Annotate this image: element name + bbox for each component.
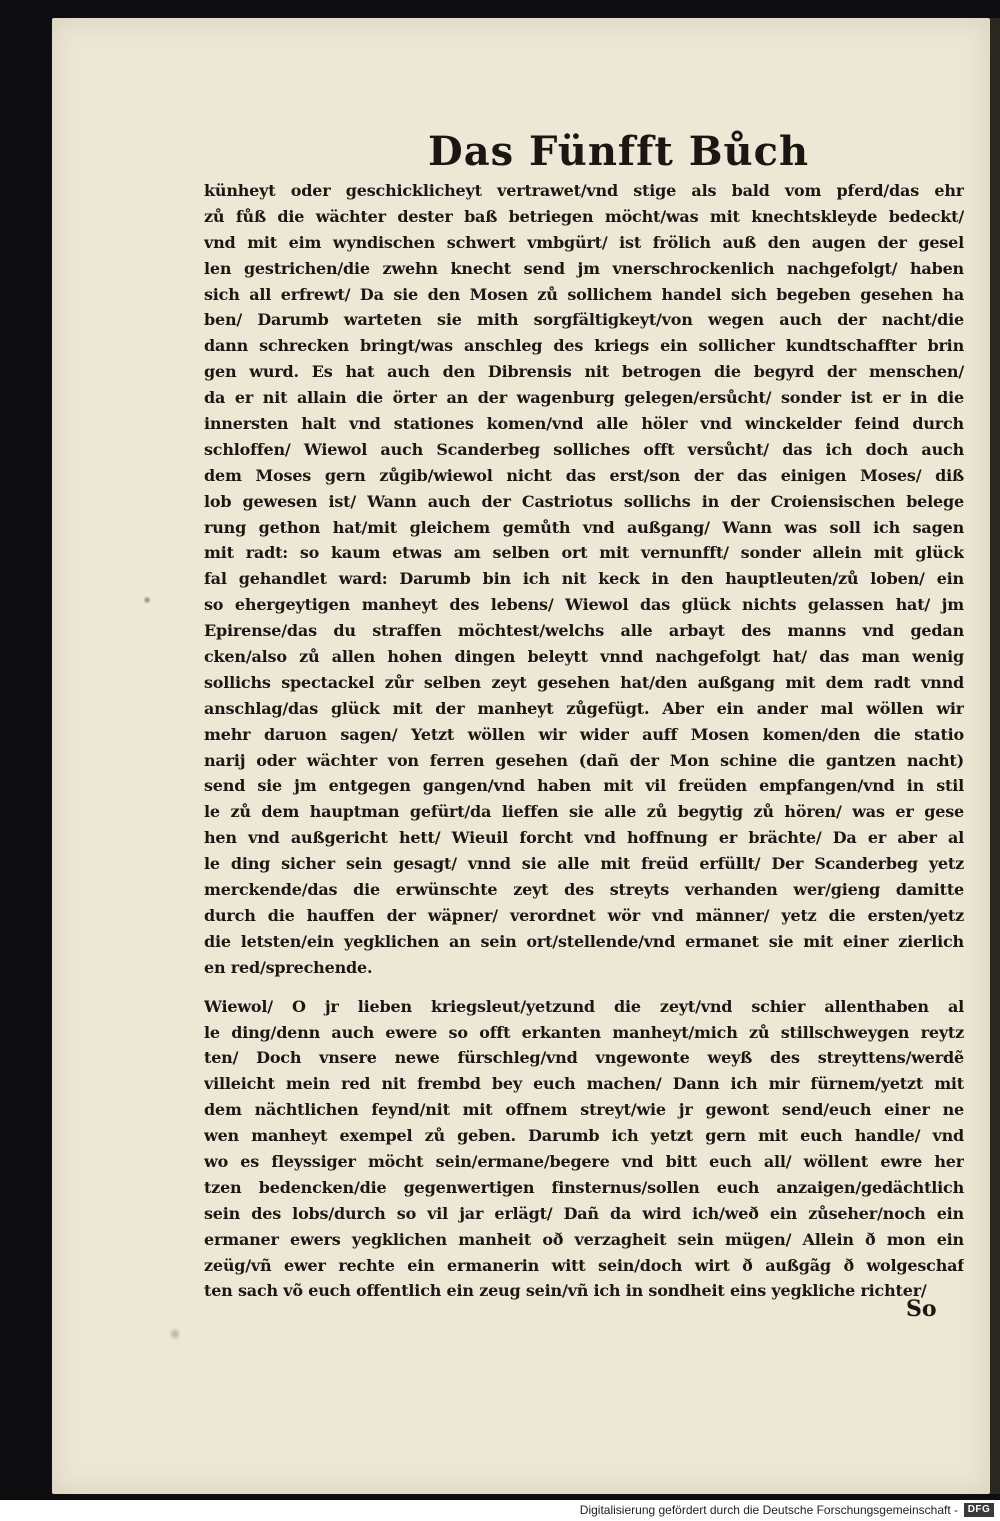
text-line: sollichs spectackel zůr selben zeyt gesehen hat/den außgang mit dem radt vnnd [204,672,964,692]
running-head-title: Das Fünfft Bůch [428,128,810,175]
main-text-block [204,178,964,1304]
text-line: ten sach võ euch offentlich ein zeug sein/vñ ich in sondheit eins yegkliche richter/ [204,1281,927,1301]
text-line: durch die hauffen der wäpner/ verordnet wör vnd männer/ yetz die ersten/yetz [204,905,964,925]
text-line: Wiewol/ O jr lieben kriegsleut/yetzund die zeyt/vnd schier allenthaben al [204,996,964,1016]
text-line: le ding/denn auch ewere so offt erkanten manheyt/mich zů stillschweygen reytz [204,1022,964,1042]
text-line: lob gewesen ist/ Wann auch der Castriotus sollichs in der Croiensischen belege [204,491,964,511]
text-line: cken/also zů allen hohen dingen beleytt vnnd nachgefolgt hat/ das man wenig [204,647,964,667]
text-line: narij oder wächter von ferren gesehen (dañ der Mon schine die gantzen nacht) [204,750,964,770]
text-line: schloffen/ Wiewol auch Scanderbeg solliches offt versůcht/ das ich doch auch [204,439,964,459]
text-line: rung gethon hat/mit gleichem gemůth vnd außgang/ Wann was soll ich sagen [204,517,964,537]
text-line: da er nit allain die örter an der wagenburg gelegen/ersůcht/ sonder ist er in die [204,388,964,408]
text-line: dann schrecken bringt/was anschleg des kriegs ein sollicher kundtschaffter brin [204,336,964,356]
dfg-logo: DFG [964,1503,994,1517]
text-line: sich all erfrewt/ Da sie den Mosen zů sollichem handel sich begeben gesehen ha [204,284,964,304]
text-line: villeicht mein red nit frembd bey euch machen/ Dann ich mir fürnem/yetzt mit [204,1074,964,1094]
ink-spot [170,1326,180,1342]
text-line: fal gehandlet ward: Darumb bin ich nit keck in den hauptleuten/zů loben/ ein [204,569,964,589]
text-line: merckende/das die erwünschte zeyt des streyts verhanden wer/gieng damitte [204,880,964,900]
paragraph [204,994,964,1305]
text-line: mit radt: so kaum etwas am selben ort mit vernunfft/ sonder allein mit glück [204,543,964,563]
text-line: zeüg/vñ ewer rechte ein ermanerin witt sein/doch wirt ð außgãg ð wolgeschaf [204,1255,964,1275]
catchword: So [906,1296,937,1322]
text-line: send sie jm entgegen gangen/vnd haben mit vil freüden empfangen/vnd in stil [204,776,964,796]
text-line: le zů dem hauptman gefürt/da lieffen sie alle zů begytig zů hören/ was er gese [204,802,964,822]
text-line: so ehergeytigen manheyt des lebens/ Wiewol das glück nichts gelassen hat/ jm [204,595,964,615]
footer-bar [0,1500,1000,1521]
paragraph-gap [204,981,964,994]
text-line: ermaner ewers yegklichen manheit oð verzagheit sein mügen/ Allein ð mon ein [204,1229,964,1249]
funding-credit: Digitalisierung gefördert durch die Deutsche Forschungsgemeinschaft - [579,1503,958,1517]
text-line: innersten halt vnd stationes komen/vnd alle höler vnd winckelder feind durch [204,414,964,434]
text-line: sein des lobs/durch so vil jar erlägt/ Dañ da wird ich/weð ein zůseher/noch ein [204,1203,964,1223]
text-line: gen wurd. Es hat auch den Dibrensis nit betrogen die begyrd der menschen/ [204,362,964,382]
text-line: wo es fleyssiger möcht sein/ermane/begere vnd bitt euch all/ wöllent ewre her [204,1151,964,1171]
text-line: wen manheyt exempel zů geben. Darumb ich yetzt gern mit euch handle/ vnd [204,1126,964,1146]
ink-spot [143,596,151,604]
text-line: anschlag/das glück mit der manheyt zůgefügt. Aber ein ander mal wöllen wir [204,698,964,718]
text-line: vnd mit eim wyndischen schwert vmbgürt/ ist frölich auß den augen der gesel [204,232,964,252]
text-line: ten/ Doch vnsere newe fürschleg/vnd vngewonte weyß des streyttens/werdẽ [204,1048,964,1068]
text-line: künheyt oder geschicklicheyt vertrawet/vnd stige als bald vom pferd/das ehr [204,181,964,200]
text-line: en red/sprechende. [204,957,373,977]
text-line: le ding sicher sein gesagt/ vnnd sie alle mit freüd erfüllt/ Der Scanderbeg yetz [204,854,964,874]
page-edge [990,18,1000,1494]
text-line: tzen bedencken/die gegenwertigen finsternus/sollen euch anzaigen/gedächtlich [204,1177,964,1197]
text-line: hen vnd außgericht hett/ Wieuil forcht vnd hoffnung er brächte/ Da er aber al [204,828,964,848]
text-line: die letsten/ein yegklichen an sein ort/stellende/vnd ermanet sie mit einer zierlich [204,931,964,951]
text-line: dem nächtlichen feynd/nit mit offnem streyt/wie jr gewont send/euch einer ne [204,1100,964,1120]
text-line: dem Moses gern zůgib/wiewol nicht das erst/son der das einigen Moses/ diß [204,465,964,485]
text-line: len gestrichen/die zwehn knecht send jm vnerschrockenlich nachgefolgt/ haben [204,258,964,278]
text-line: Epirense/das du straffen möchtest/welchs alle arbayt des manns vnd gedan [204,621,964,641]
paragraph [204,178,964,981]
text-line: mehr daruon sagen/ Yetzt wöllen wir wider auff Mosen komen/den die statio [204,724,964,744]
text-line: ben/ Darumb warteten sie mith sorgfältigkeyt/von wegen auch der nacht/die [204,310,964,330]
text-line: zů fůß die wächter dester baß betriegen möcht/was mit knechtskleyde bedeckt/ [204,206,964,226]
